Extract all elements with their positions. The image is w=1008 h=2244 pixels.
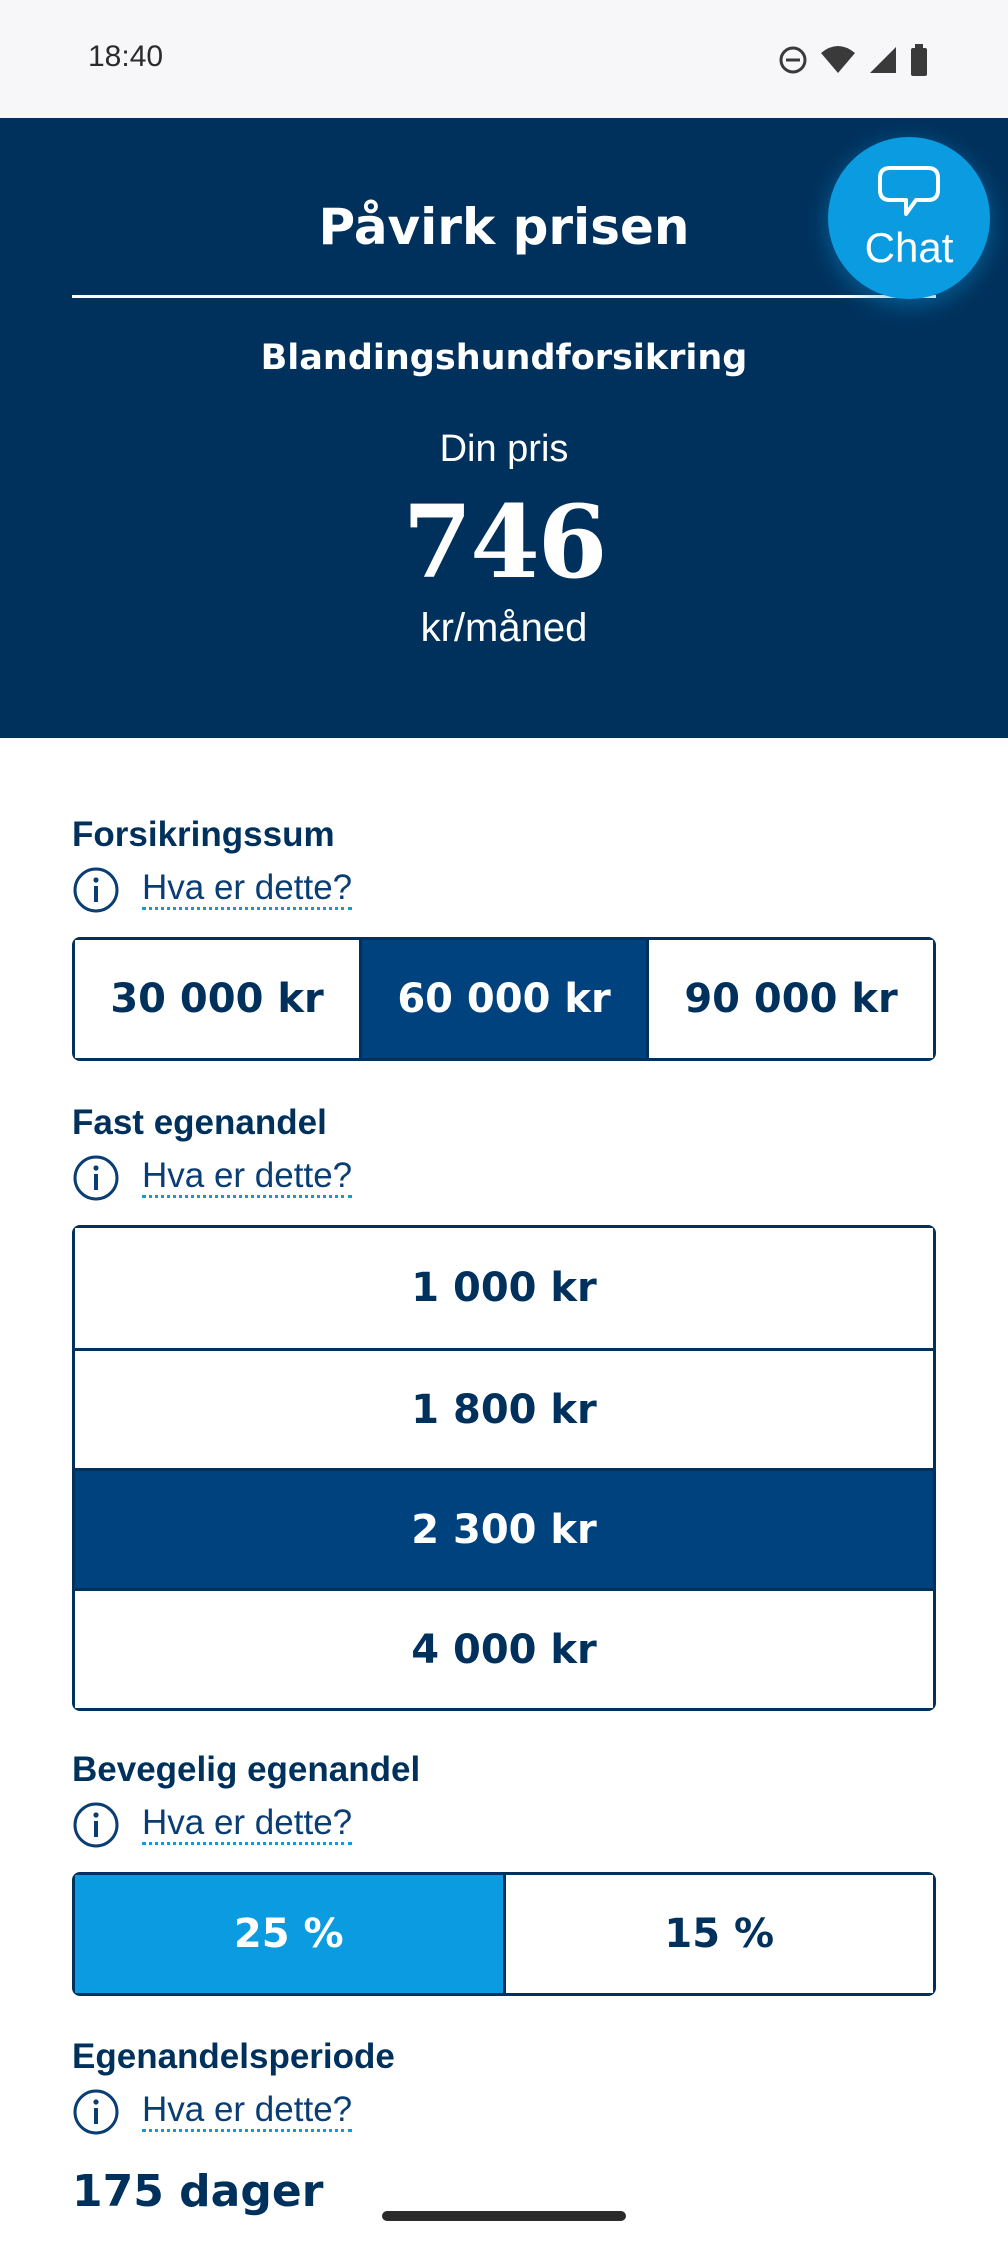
fixed-selector: [72, 1225, 936, 1711]
info-icon: [72, 866, 120, 914]
info-icon: [72, 1801, 120, 1849]
variable-heading: Bevegelig egenandel: [72, 1750, 421, 1789]
variable-option-25[interactable]: 25 %: [75, 1875, 503, 1993]
price-label: Din pris: [439, 428, 569, 470]
variable-option-15[interactable]: 15 %: [503, 1875, 934, 1993]
title-divider: [72, 295, 936, 298]
period-info-link[interactable]: Hva er dette?: [142, 2092, 352, 2132]
battery-icon: [910, 44, 928, 76]
page-title: Påvirk prisen: [318, 198, 690, 256]
do-not-disturb-icon: [778, 45, 808, 75]
variable-info[interactable]: [72, 1801, 352, 1849]
variable-info-link[interactable]: Hva er dette?: [142, 1805, 352, 1845]
product-name: Blandingshundforsikring: [260, 338, 748, 378]
chat-bubble-icon: [876, 164, 942, 220]
fixed-option-1000[interactable]: 1 000 kr: [75, 1228, 933, 1348]
fixed-info[interactable]: [72, 1154, 352, 1202]
wifi-icon: [820, 45, 856, 75]
sum-option-60000[interactable]: 60 000 kr: [359, 940, 646, 1058]
period-info[interactable]: [72, 2088, 352, 2136]
period-option-peek[interactable]: 175 dager: [72, 2166, 324, 2217]
fixed-heading: Fast egenandel: [72, 1103, 327, 1142]
variable-selector: [72, 1872, 936, 1996]
price-value: 746: [402, 483, 606, 601]
status-time: 18:40: [88, 40, 164, 73]
sum-heading: Forsikringssum: [72, 815, 335, 854]
sum-info-link[interactable]: Hva er dette?: [142, 870, 352, 910]
status-icons: [778, 40, 928, 80]
fixed-option-4000[interactable]: 4 000 kr: [75, 1588, 933, 1708]
status-bar: [0, 0, 1008, 118]
sum-option-90000[interactable]: 90 000 kr: [646, 940, 933, 1058]
period-heading: Egenandelsperiode: [72, 2037, 395, 2076]
info-icon: [72, 1154, 120, 1202]
sum-option-30000[interactable]: 30 000 kr: [75, 940, 359, 1058]
chat-label: Chat: [864, 224, 954, 271]
sum-info[interactable]: [72, 866, 352, 914]
fixed-option-1800[interactable]: 1 800 kr: [75, 1348, 933, 1468]
price-unit: kr/måned: [420, 606, 588, 650]
chat-button[interactable]: [828, 137, 990, 299]
cell-signal-icon: [868, 45, 898, 75]
fixed-option-2300[interactable]: 2 300 kr: [75, 1468, 933, 1588]
sum-selector: [72, 937, 936, 1061]
home-indicator[interactable]: [382, 2211, 626, 2221]
fixed-info-link[interactable]: Hva er dette?: [142, 1158, 352, 1198]
info-icon: [72, 2088, 120, 2136]
